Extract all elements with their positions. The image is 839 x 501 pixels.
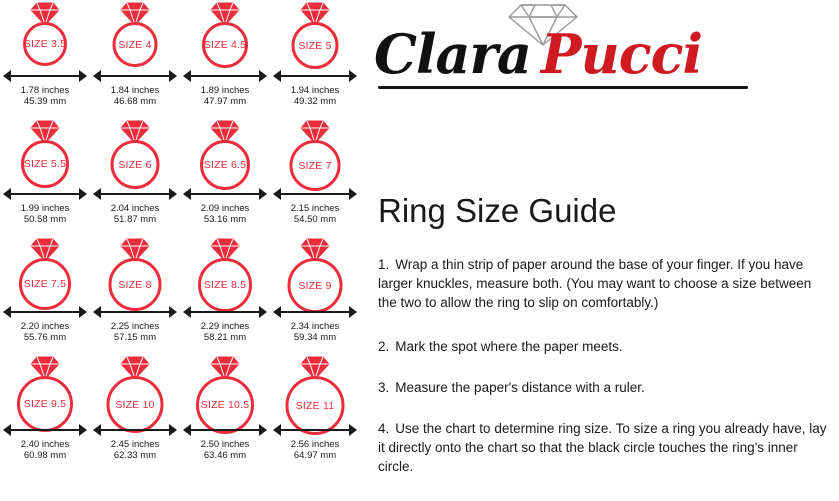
ring-size-cell bbox=[90, 118, 180, 236]
guide-panel bbox=[368, 0, 839, 501]
ring-size-label: SIZE 5 bbox=[298, 39, 332, 52]
step-text: Mark the spot where the paper meets. bbox=[395, 339, 623, 354]
ring-size-cell bbox=[0, 0, 90, 118]
ring-size-label: SIZE 6.5 bbox=[203, 159, 247, 171]
ring-illustration bbox=[273, 238, 357, 304]
measurement-arrow-icon bbox=[183, 423, 267, 437]
ring-size-cell bbox=[180, 118, 270, 236]
ring-inches-value: 1.99 inches bbox=[20, 203, 70, 214]
ring-size-cell bbox=[270, 118, 360, 236]
ring-mm-value: 45.39 mm bbox=[23, 96, 67, 107]
ring-mm-value: 63.46 mm bbox=[203, 450, 247, 461]
ring-illustration bbox=[93, 2, 177, 68]
ring-size-cell bbox=[180, 354, 270, 472]
measurement-arrow-icon bbox=[3, 69, 87, 83]
ring-size-chart bbox=[0, 0, 360, 501]
measurement-arrow-icon bbox=[273, 305, 357, 319]
brand-wordmark bbox=[374, 22, 774, 86]
measurement-arrow-icon bbox=[3, 187, 87, 201]
guide-step-4 bbox=[378, 419, 830, 476]
ring-illustration bbox=[3, 238, 87, 304]
brand-logo bbox=[368, 0, 768, 110]
ring-size-label: SIZE 5.5 bbox=[23, 158, 67, 170]
ring-mm-value: 57.15 mm bbox=[113, 332, 157, 343]
ring-mm-value: 53.16 mm bbox=[203, 214, 247, 225]
ring-mm-value: 62.33 mm bbox=[113, 450, 157, 461]
ring-chart-row bbox=[0, 0, 360, 118]
ring-size-label: SIZE 4.5 bbox=[203, 39, 247, 51]
logo-underline bbox=[378, 86, 748, 89]
ring-size-label: SIZE 9.5 bbox=[23, 398, 67, 410]
step-number: 4. bbox=[378, 421, 390, 436]
ring-inches-value: 2.09 inches bbox=[200, 203, 250, 214]
ring-inches-value: 2.29 inches bbox=[200, 321, 250, 332]
ring-mm-value: 54.50 mm bbox=[293, 214, 337, 225]
ring-mm-value: 50.58 mm bbox=[23, 214, 67, 225]
ring-mm-value: 51.87 mm bbox=[113, 214, 157, 225]
ring-mm-value: 55.76 mm bbox=[23, 332, 67, 343]
ring-inches-value: 2.20 inches bbox=[20, 321, 70, 332]
measurement-arrow-icon bbox=[273, 187, 357, 201]
measurement-arrow-icon bbox=[93, 305, 177, 319]
ring-size-cell bbox=[270, 0, 360, 118]
ring-size-cell bbox=[0, 118, 90, 236]
ring-size-label: SIZE 4 bbox=[118, 38, 152, 51]
ring-mm-value: 59.34 mm bbox=[293, 332, 337, 343]
ring-size-label: SIZE 11 bbox=[295, 399, 335, 412]
guide-step-2 bbox=[378, 337, 830, 356]
measurement-arrow-icon bbox=[273, 423, 357, 437]
ring-mm-value: 60.98 mm bbox=[23, 450, 67, 461]
ring-size-label: SIZE 6 bbox=[118, 158, 152, 171]
measurement-arrow-icon bbox=[183, 69, 267, 83]
ring-size-cell bbox=[270, 354, 360, 472]
ring-mm-value: 58.21 mm bbox=[203, 332, 247, 343]
measurement-arrow-icon bbox=[183, 187, 267, 201]
ring-size-label: SIZE 10 bbox=[115, 398, 155, 411]
guide-step-1 bbox=[378, 255, 830, 312]
ring-mm-value: 64.97 mm bbox=[293, 450, 337, 461]
measurement-arrow-icon bbox=[93, 69, 177, 83]
ring-chart-row bbox=[0, 354, 360, 472]
ring-size-cell bbox=[180, 0, 270, 118]
ring-inches-value: 1.84 inches bbox=[110, 85, 160, 96]
ring-inches-value: 1.78 inches bbox=[20, 85, 70, 96]
ring-illustration bbox=[93, 356, 177, 422]
step-number: 1. bbox=[378, 257, 390, 272]
measurement-arrow-icon bbox=[93, 187, 177, 201]
step-number: 3. bbox=[378, 380, 390, 395]
ring-size-label: SIZE 10.5 bbox=[200, 399, 250, 411]
step-text: Use the chart to determine ring size. To size a ring you already have, lay it directly onto the chart so that the black circle touches the ring's inner circle. bbox=[378, 421, 827, 474]
ring-illustration bbox=[273, 120, 357, 186]
ring-inches-value: 2.04 inches bbox=[110, 203, 160, 214]
ring-size-label: SIZE 7.5 bbox=[23, 278, 67, 290]
page-title: Ring Size Guide bbox=[378, 192, 617, 229]
ring-size-cell bbox=[0, 236, 90, 354]
measurement-arrow-icon bbox=[273, 69, 357, 83]
ring-mm-value: 46.68 mm bbox=[113, 96, 157, 107]
ring-illustration bbox=[93, 120, 177, 186]
ring-inches-value: 2.34 inches bbox=[290, 321, 340, 332]
measurement-arrow-icon bbox=[3, 305, 87, 319]
measurement-arrow-icon bbox=[183, 305, 267, 319]
ring-mm-value: 49.32 mm bbox=[293, 96, 337, 107]
ring-inches-value: 1.94 inches bbox=[290, 85, 340, 96]
step-number: 2. bbox=[378, 339, 390, 354]
ring-size-label: SIZE 7 bbox=[298, 159, 332, 172]
guide-step-3 bbox=[378, 378, 830, 397]
ring-size-label: SIZE 8.5 bbox=[203, 279, 247, 291]
ring-illustration bbox=[183, 238, 267, 304]
ring-inches-value: 2.25 inches bbox=[110, 321, 160, 332]
ring-size-cell bbox=[180, 236, 270, 354]
ring-illustration bbox=[183, 2, 267, 68]
ring-illustration bbox=[273, 2, 357, 68]
brand-second-word: Pucci bbox=[540, 22, 703, 86]
step-text: Wrap a thin strip of paper around the base of your finger. If you have larger knuckles, measure both. (You may want to choose a size between the two to allow the ring to slip on comfortably.) bbox=[378, 257, 812, 310]
brand-first-word: Clara bbox=[374, 22, 531, 86]
ring-illustration bbox=[3, 2, 87, 68]
ring-illustration bbox=[3, 120, 87, 186]
ring-size-label: SIZE 8 bbox=[118, 278, 152, 291]
ring-size-label: SIZE 9 bbox=[298, 279, 332, 292]
ring-inches-value: 2.15 inches bbox=[290, 203, 340, 214]
ring-size-label: SIZE 3.5 bbox=[23, 38, 67, 50]
measurement-arrow-icon bbox=[3, 423, 87, 437]
ring-inches-value: 2.45 inches bbox=[110, 439, 160, 450]
ring-illustration bbox=[183, 120, 267, 186]
measurement-arrow-icon bbox=[93, 423, 177, 437]
ring-illustration bbox=[3, 356, 87, 422]
ring-size-cell bbox=[90, 236, 180, 354]
ring-size-cell bbox=[90, 354, 180, 472]
ring-size-cell bbox=[270, 236, 360, 354]
ring-illustration bbox=[273, 356, 357, 422]
ring-inches-value: 2.40 inches bbox=[20, 439, 70, 450]
ring-size-cell bbox=[90, 0, 180, 118]
ring-inches-value: 1.89 inches bbox=[200, 85, 250, 96]
ring-illustration bbox=[93, 238, 177, 304]
ring-inches-value: 2.50 inches bbox=[200, 439, 250, 450]
ring-size-cell bbox=[0, 354, 90, 472]
ring-chart-row bbox=[0, 118, 360, 236]
step-text: Measure the paper's distance with a ruler. bbox=[395, 380, 645, 395]
ring-mm-value: 47.97 mm bbox=[203, 96, 247, 107]
ring-inches-value: 2.56 inches bbox=[290, 439, 340, 450]
ring-chart-row bbox=[0, 236, 360, 354]
ring-illustration bbox=[183, 356, 267, 422]
